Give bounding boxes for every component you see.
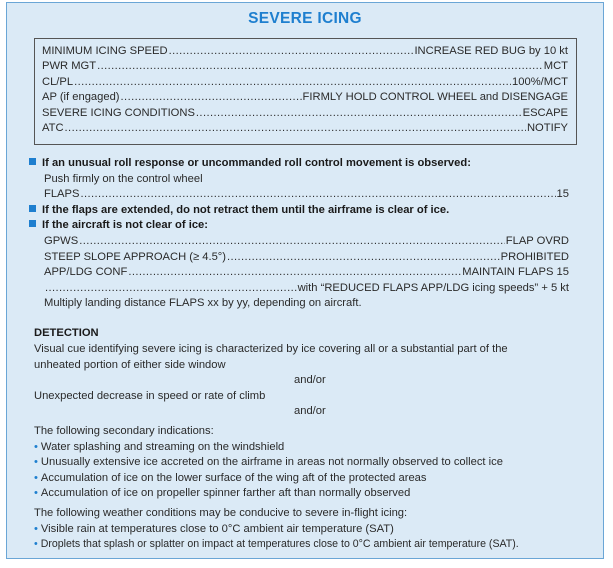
severe-icing-panel xyxy=(6,2,604,559)
leader-dots xyxy=(128,265,461,281)
memo-label: MINIMUM ICING SPEED xyxy=(42,45,168,57)
condition-heading: If the aircraft is not clear of ice: xyxy=(33,218,591,234)
detection-section xyxy=(34,326,594,553)
leader-dots xyxy=(45,281,297,297)
memo-row xyxy=(42,90,568,105)
leader-dots xyxy=(97,59,543,75)
detection-text: Unexpected decrease in speed or rate of climb xyxy=(34,389,266,402)
list-item: • Droplets that splash or splatter on impact at temperatures close to 0°C ambient air temperature (SAT). xyxy=(34,538,519,551)
action-label: STEEP SLOPE APPROACH (≥ 4.5°) xyxy=(44,250,227,263)
list-item: • Water splashing and streaming on the windshield xyxy=(34,440,285,453)
memo-row xyxy=(42,106,568,121)
weather-intro: The following weather conditions may be conducive to severe in-flight icing: xyxy=(34,506,408,519)
leader-dots xyxy=(169,44,414,60)
memo-row xyxy=(42,59,568,74)
action-row xyxy=(33,250,569,266)
memo-value: NOTIFY xyxy=(526,121,568,134)
action-row xyxy=(33,187,569,203)
action-row xyxy=(33,265,569,281)
bullet-icon: • xyxy=(34,522,38,535)
bullet-icon: • xyxy=(34,487,38,500)
and-or-connector: and/or xyxy=(294,405,326,418)
memo-value: FIRMLY HOLD CONTROL WHEEL and DISENGAGE xyxy=(302,91,568,104)
memo-value: 100%/MCT xyxy=(512,75,568,88)
memo-value: MCT xyxy=(543,60,568,73)
condition-heading: If an unusual roll response or uncommanded roll control movement is observed: xyxy=(33,156,591,172)
action-value: MAINTAIN FLAPS 15 xyxy=(462,266,569,279)
action-value: FLAP OVRD xyxy=(505,234,569,247)
leader-dots xyxy=(121,90,302,106)
memo-row xyxy=(42,121,568,136)
conditional-actions xyxy=(33,156,591,312)
and-or-connector: and/or xyxy=(294,374,326,387)
detection-text: Visual cue identifying severe icing is characterized by ice covering all or a substantial part of the xyxy=(34,343,508,355)
leader-dots xyxy=(80,187,555,203)
action-value: 15 xyxy=(556,188,569,201)
bullet-icon: • xyxy=(34,456,38,469)
action-row xyxy=(33,281,569,297)
list-item: • Unusually extensive ice accreted on the airframe in areas not normally observed to collect ice xyxy=(34,456,503,469)
action-note: Multiply landing distance FLAPS xx by yy, depending on aircraft. xyxy=(44,297,362,310)
bullet-icon: • xyxy=(34,440,38,453)
action-line: Push firmly on the control wheel xyxy=(44,172,203,185)
action-value: PROHIBITED xyxy=(500,250,569,263)
procedure-title: SEVERE ICING xyxy=(248,10,362,27)
detection-heading: DETECTION xyxy=(34,327,99,339)
memo-label: SEVERE ICING CONDITIONS xyxy=(42,106,195,119)
action-value: with “REDUCED FLAPS APP/LDG icing speeds” + 5 kt xyxy=(297,281,569,294)
action-label: FLAPS xyxy=(44,188,80,201)
square-bullet-icon xyxy=(29,205,36,212)
action-label: GPWS xyxy=(44,234,79,247)
square-bullet-icon xyxy=(29,158,36,165)
list-item: • Accumulation of ice on the lower surface of the wing aft of the protected areas xyxy=(34,471,427,484)
memo-row xyxy=(42,44,568,59)
action-label: APP/LDG CONF xyxy=(44,266,128,279)
leader-dots xyxy=(227,250,500,266)
list-item: • Accumulation of ice on propeller spinner farther aft than normally observed xyxy=(34,487,411,500)
detection-text: unheated portion of either side window xyxy=(34,358,226,371)
memo-label: AP (if engaged) xyxy=(42,91,120,104)
square-bullet-icon xyxy=(29,220,36,227)
memo-value: INCREASE RED BUG by 10 kt xyxy=(414,45,568,57)
list-item: • Visible rain at temperatures close to 0°C ambient air temperature (SAT) xyxy=(34,522,394,535)
leader-dots xyxy=(79,234,505,250)
memo-label: ATC xyxy=(42,121,64,134)
memory-items-box xyxy=(34,38,577,145)
memo-row xyxy=(42,75,568,90)
memo-value: ESCAPE xyxy=(522,106,568,119)
secondary-intro: The following secondary indications: xyxy=(34,424,214,437)
leader-dots xyxy=(196,106,522,122)
memo-label: PWR MGT xyxy=(42,60,97,73)
condition-heading: If the flaps are extended, do not retract them until the airframe is clear of ice. xyxy=(33,203,591,219)
bullet-icon: • xyxy=(34,538,38,551)
action-row xyxy=(33,234,569,250)
leader-dots xyxy=(65,121,526,137)
memo-label: CL/PL xyxy=(42,75,74,88)
leader-dots xyxy=(74,75,511,91)
bullet-icon: • xyxy=(34,471,38,484)
